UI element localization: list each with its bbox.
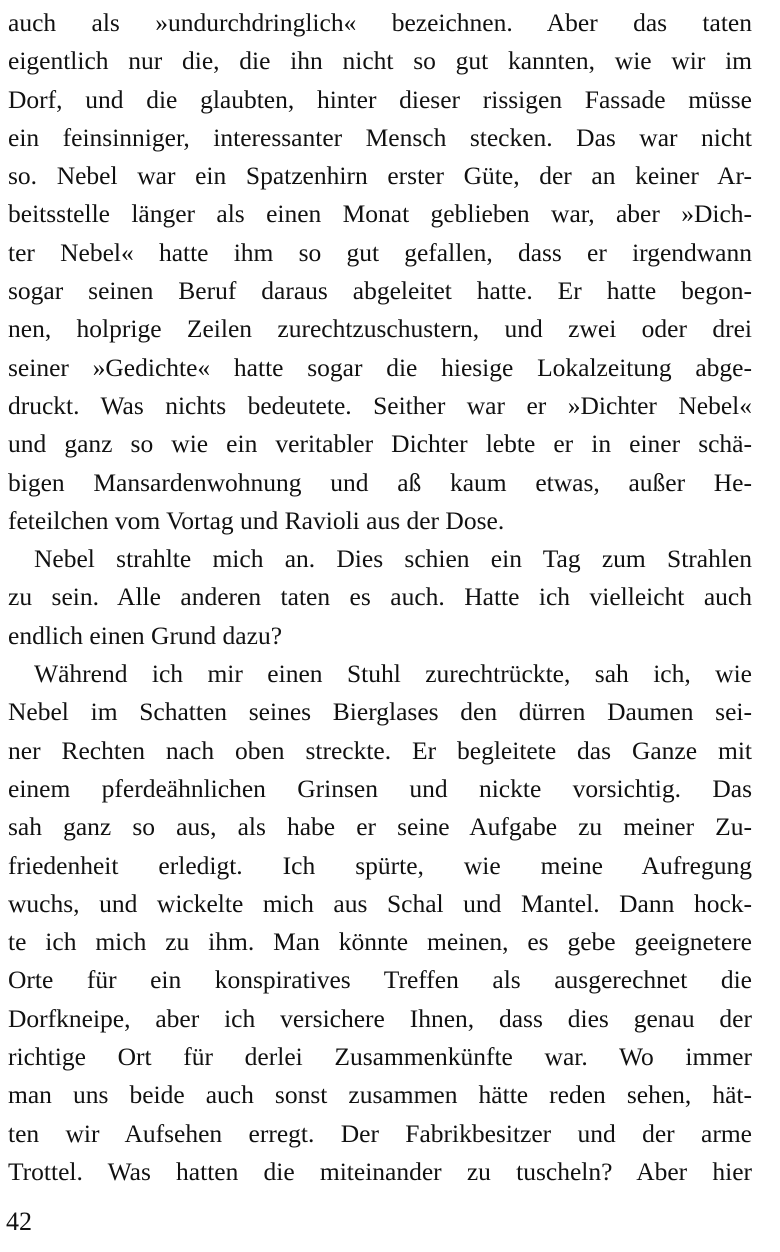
text-line: Nebel strahlte mich an. Dies schien ein Tag zum Strahlen [34,544,752,574]
text-line: sah ganz so aus, als habe er seine Aufgabe zu meiner Zu- [8,812,752,842]
text-line: ter Nebel« hatte ihm so gut gefallen, dass er irgendwann [8,237,752,267]
text-line: friedenheit erledigt. Ich spürte, wie meine Aufregung [8,850,752,880]
text-line: nen, holprige Zeilen zurechtzuschustern, und zwei oder drei [8,314,752,344]
text-line: Nebel im Schatten seines Bierglases den dürren Daumen sei- [8,697,752,727]
text-line: ten wir Aufsehen erregt. Der Fabrikbesitzer und der arme [8,1118,752,1148]
text-line: Orte für ein konspiratives Treffen als ausgerechnet die [8,965,752,995]
text-line: ein feinsinniger, interessanter Mensch stecken. Das war nicht [8,122,752,152]
text-line: auch als »undurchdringlich« bezeichnen. Aber das taten [8,8,752,37]
paragraph-2 [8,540,752,655]
text-line: seiner »Gedichte« hatte sogar die hiesige Lokalzeitung abge- [8,352,752,382]
text-line: ner Rechten nach oben streckte. Er begleitete das Ganze mit [8,735,752,765]
text-line: man uns beide auch sonst zusammen hätte reden sehen, hät- [8,1080,752,1110]
text-line: so. Nebel war ein Spatzenhirn erster Güte, der an keiner Ar- [8,161,752,191]
text-line: und ganz so wie ein veritabler Dichter lebte er in einer schä- [8,429,752,459]
text-line: bigen Mansardenwohnung und aß kaum etwas, außer He- [8,467,752,497]
text-line: te ich mich zu ihm. Man könnte meinen, es gebe geeignetere [8,927,752,957]
text-line: endlich einen Grund dazu? [8,620,283,650]
text-line: zu sein. Alle anderen taten es auch. Hatte ich vielleicht auch [8,582,752,612]
paragraph-3 [8,655,752,1191]
page-number: 42 [6,1207,32,1236]
text-line: sogar seinen Beruf daraus abgeleitet hatte. Er hatte begon- [8,276,752,306]
body-text [8,4,752,1191]
text-line: Dorfkneipe, aber ich versichere Ihnen, dass dies genau der [8,1003,752,1033]
text-line: richtige Ort für derlei Zusammenkünfte war. Wo immer [8,1042,752,1072]
text-line: Trottel. Was hatten die miteinander zu tuscheln? Aber hier [8,1156,752,1186]
text-line: eigentlich nur die, die ihn nicht so gut kannten, wie wir im [8,46,752,76]
text-line: Während ich mir einen Stuhl zurechtrückte, sah ich, wie [34,659,752,689]
text-line: Dorf, und die glaubten, hinter dieser rissigen Fassade müsse [8,84,752,114]
text-line: einem pferdeähnlichen Grinsen und nickte vorsichtig. Das [8,773,752,803]
text-line: druckt. Was nichts bedeutete. Seither war er »Dichter Nebel« [8,390,752,420]
text-line: wuchs, und wickelte mich aus Schal und Mantel. Dann hock- [8,888,752,918]
text-line: feteilchen vom Vortag und Ravioli aus der Dose. [8,505,505,535]
paragraph-1 [8,4,752,540]
text-line: beitsstelle länger als einen Monat geblieben war, aber »Dich- [8,199,752,229]
